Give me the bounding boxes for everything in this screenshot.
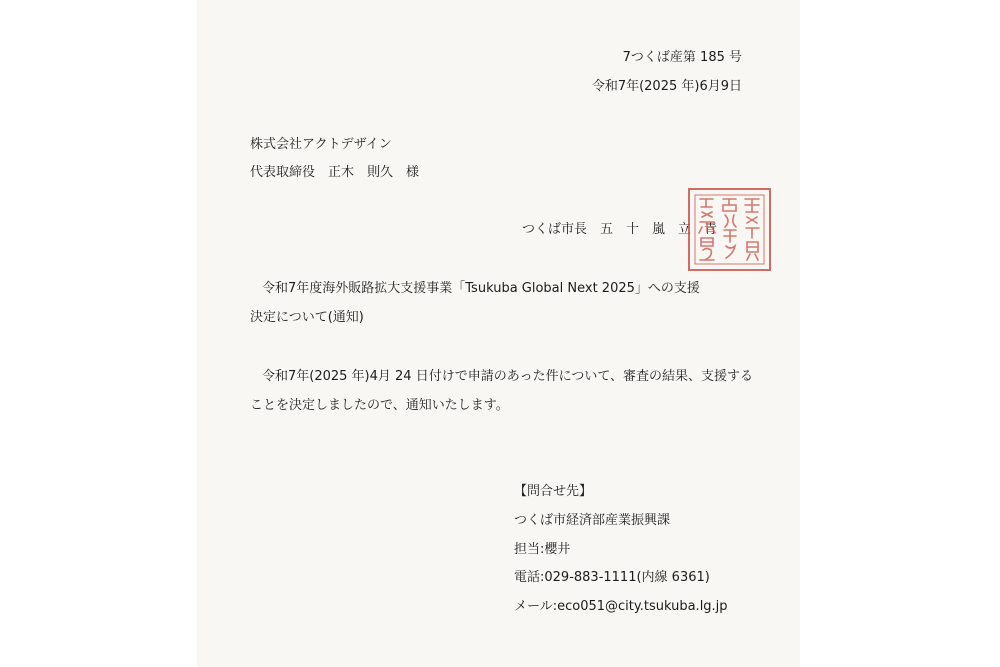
contact-person: 担当:櫻井 — [514, 542, 571, 557]
body-line-2: ことを決定しましたので、通知いたします。 — [250, 398, 509, 413]
document-number: 7つくば産第 185 号 — [622, 50, 742, 65]
document-page — [197, 0, 800, 667]
contact-department: つくば市経済部産業振興課 — [514, 513, 671, 528]
document-date: 令和7年(2025 年)6月9日 — [591, 79, 742, 94]
recipient-person: 代表取締役 正木 則久 様 — [250, 165, 420, 180]
subject-line-1: 令和7年度海外販路拡大支援事業「Tsukuba Global Next 2025」への支援 — [262, 281, 700, 296]
contact-phone: 電話:029-883-1111(内線 6361) — [514, 570, 710, 585]
contact-heading: 【問合せ先】 — [514, 484, 593, 499]
contact-email: メール:eco051@city.tsukuba.lg.jp — [514, 599, 728, 614]
recipient-company: 株式会社アクトデザイン — [250, 137, 392, 152]
official-seal — [688, 188, 771, 271]
body-line-1: 令和7年(2025 年)4月 24 日付けで申請のあった件について、審査の結果、支援する — [262, 369, 754, 384]
subject-line-2: 決定について(通知) — [250, 310, 364, 325]
sender-name: つくば市長 五 十 嵐 立 青 — [522, 222, 718, 237]
